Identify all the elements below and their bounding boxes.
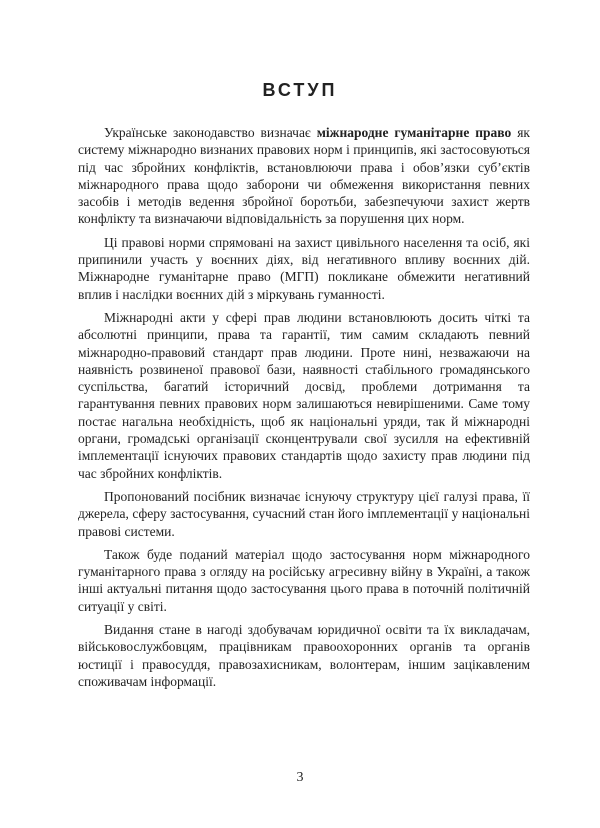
- page-number: 3: [296, 770, 304, 785]
- paragraph-1-bold-term: міжнародне гуманітарне право: [316, 125, 512, 140]
- paragraph-1: [78, 124, 530, 228]
- paragraph-4: Пропонований посібник визначає існуючу структуру цієї галузі права, її джерела, сферу застосування, сучасний стан його імплементації у національні правові системи.: [78, 488, 530, 539]
- paragraph-1-start: Українське законодавство визначає: [104, 125, 317, 140]
- paragraph-5: Також буде поданий матеріал щодо застосування норм міжнародного гуманітарного права з огляду на російську агресивну війну в Україні, а також інші актуальні питання щодо застосування цього права в поточній політичній ситуації у світі.: [78, 546, 530, 614]
- paragraph-3: Міжнародні акти у сфері прав людини встановлюють досить чіткі та абсолютні принципи, права та гарантії, тим самим складають певний міжнародно-правовий стандарт прав людини. Проте нині, незважаючи на наявність розвиненої правової бази, наявності стабільного громадянського суспільства, багатий історичний досвід, проблеми дотримання та гарантування певних правових норм залишаються невирішеними. Саме тому постає нагальна необхідність, щоб як національні уряди, так й міжнародні органи, громадські організації сконцентрували свої зусилля на ефективній імплементації існуючих правових стандартів щодо захисту прав людини під час збройних конфліктів.: [78, 309, 530, 481]
- paragraph-2: Ці правові норми спрямовані на захист цивільного населення та осіб, які припинили участь у воєнних діях, від негативного впливу воєнних дій. Міжнародне гуманітарне право (МГП) покликане обмежити негативний вплив і наслідки воєнних дій з міркувань гуманності.: [78, 234, 530, 302]
- body-text: [78, 124, 530, 696]
- paragraph-6: Видання стане в нагоді здобувачам юридичної освіти та їх викладачам, військовослужбовцям, працівникам правоохоронних органів та органів юстиції і правосуддя, правозахисникам, волонтерам, іншим зацікавленим споживачам інформації.: [78, 622, 530, 689]
- section-heading: ВСТУП: [262, 80, 338, 100]
- paragraph-1-rest: як систему міжнародно визнаних правових норм і принципів, які застосовуються під час збройних конфліктів, встановлюючи права і обов’язки суб’єктів міжнародного права щодо заборони чи обмеження використання певних засобів і методів ведення збройної боротьби, забезпечуючи захист жертв конфлікту та визначаючи відповідальність за порушення цих норм.: [78, 125, 530, 227]
